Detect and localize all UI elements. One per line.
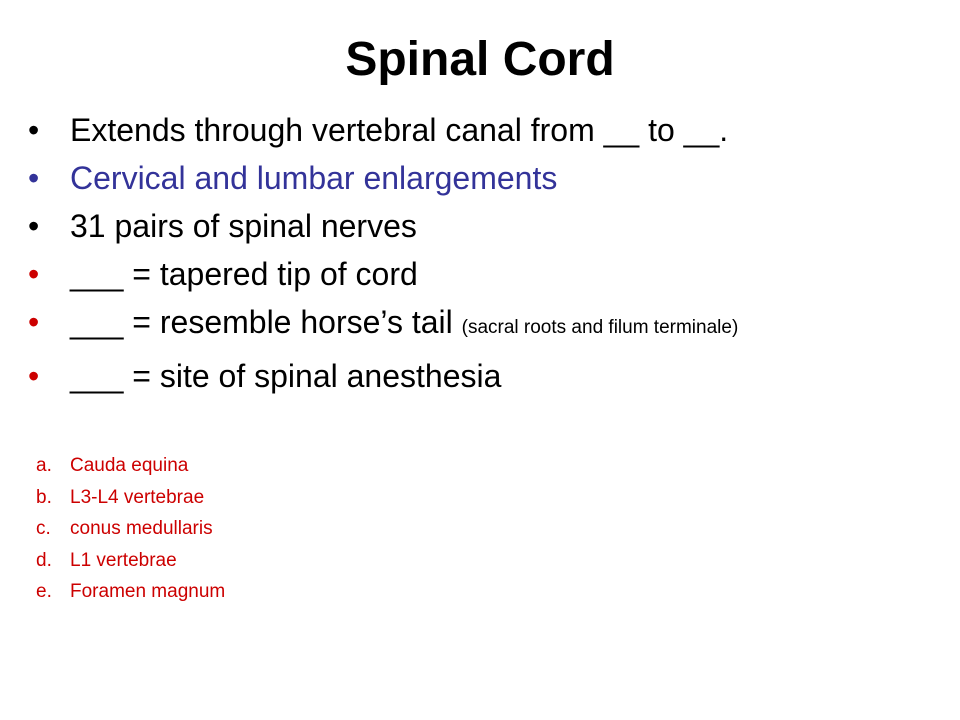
bullet-item	[28, 202, 738, 250]
slide-title: Spinal Cord	[345, 33, 615, 86]
bullet-dot: •	[28, 304, 40, 340]
answer-list	[36, 450, 225, 608]
bullet-text: Cervical and lumbar enlargements	[70, 160, 558, 196]
answer-text: Foramen magnum	[70, 581, 226, 602]
bullet-list	[28, 106, 738, 400]
answer-item	[36, 576, 225, 608]
bullet-item	[28, 250, 738, 298]
bullet-item	[28, 154, 738, 202]
answer-text: Cauda equina	[70, 455, 189, 476]
bullet-text: ___ = tapered tip of cord	[70, 256, 418, 292]
answer-letter: e.	[36, 581, 52, 602]
answer-item	[36, 482, 225, 514]
bullet-text: 31 pairs of spinal nerves	[70, 208, 417, 244]
bullet-text: Extends through vertebral canal from __ to __.	[70, 112, 729, 148]
bullet-item	[28, 298, 738, 352]
answer-letter: d.	[36, 549, 52, 571]
bullet-dot: •	[28, 160, 40, 196]
answer-text: L3-L4 vertebrae	[70, 486, 205, 508]
answer-text: L1 vertebrae	[70, 549, 177, 571]
answer-text: conus medullaris	[70, 518, 213, 539]
bullet-dot: •	[28, 358, 40, 394]
answer-item	[36, 513, 225, 545]
bullet-text: ___ = site of spinal anesthesia	[70, 358, 502, 394]
bullet-text: ___ = resemble horse’s tail	[70, 304, 462, 340]
answer-letter: a.	[36, 455, 52, 476]
bullet-dot: •	[28, 208, 40, 244]
bullet-item	[28, 106, 738, 154]
bullet-item	[28, 352, 738, 400]
answer-letter: b.	[36, 486, 52, 508]
answer-letter: c.	[36, 518, 51, 539]
bullet-note: (sacral roots and filum terminale)	[461, 317, 739, 338]
bullet-dot: •	[28, 112, 40, 148]
answer-item	[36, 450, 225, 482]
answer-item	[36, 545, 225, 577]
bullet-dot: •	[28, 256, 40, 292]
